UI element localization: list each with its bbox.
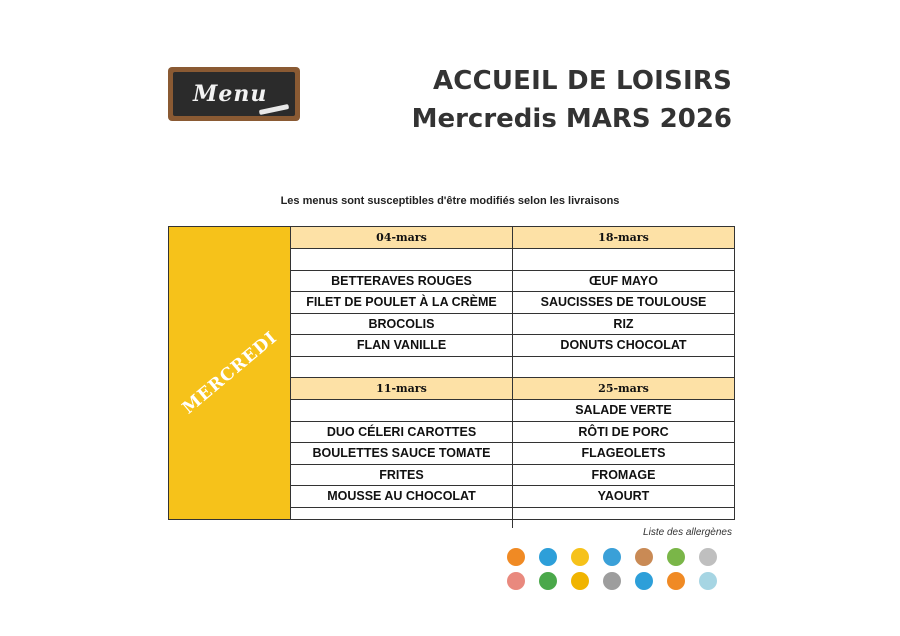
allergen-dot (539, 548, 557, 566)
allergen-icon (663, 572, 689, 590)
allergen-dot (699, 572, 717, 590)
menu-item: RÔTI DE PORC (513, 422, 734, 444)
allergen-dot (667, 548, 685, 566)
allergen-dot (571, 548, 589, 566)
allergen-icon (631, 572, 657, 590)
allergen-icon (503, 548, 529, 566)
menu-item: FILET DE POULET À LA CRÈME (291, 292, 512, 314)
title-line-2: Mercredis MARS 2026 (411, 104, 732, 134)
menu-item (291, 508, 512, 529)
allergen-icon (695, 548, 721, 566)
menu-item (513, 357, 734, 378)
week-date: 11-mars (291, 378, 512, 400)
allergen-icon (695, 572, 721, 590)
allergens-title: Liste des allergènes (643, 527, 732, 538)
menu-item (513, 249, 734, 271)
allergen-dot (635, 572, 653, 590)
menu-item: RIZ (513, 314, 734, 336)
weeks-block-bottom (291, 377, 734, 528)
allergen-icon (535, 572, 561, 590)
menu-item: MOUSSE AU CHOCOLAT (291, 486, 512, 508)
allergen-icon (599, 548, 625, 566)
menu-table (168, 226, 735, 520)
week-date: 25-mars (513, 378, 734, 400)
menu-item: DUO CÉLERI CAROTTES (291, 422, 512, 444)
week-date: 04-mars (291, 227, 512, 249)
menu-item (291, 249, 512, 271)
allergen-icon (535, 548, 561, 566)
allergen-dot (603, 572, 621, 590)
weeks-block-top (291, 227, 734, 377)
allergen-icon (663, 548, 689, 566)
chalkboard (173, 72, 295, 116)
week-column (291, 227, 512, 377)
allergen-dot (539, 572, 557, 590)
allergen-row (503, 572, 743, 590)
menu-item (513, 508, 734, 529)
allergen-dot (635, 548, 653, 566)
menu-item: YAOURT (513, 486, 734, 508)
allergen-icon (631, 548, 657, 566)
menu-item: SAUCISSES DE TOULOUSE (513, 292, 734, 314)
day-column (169, 227, 291, 519)
menu-item: BROCOLIS (291, 314, 512, 336)
allergen-icon (567, 548, 593, 566)
allergen-dot (603, 548, 621, 566)
logo-text: Menu (193, 81, 268, 107)
allergen-dot (571, 572, 589, 590)
allergen-icon (567, 572, 593, 590)
menu-item: BETTERAVES ROUGES (291, 271, 512, 293)
menu-chalkboard-logo (168, 67, 300, 121)
menu-item: BOULETTES SAUCE TOMATE (291, 443, 512, 465)
disclaimer: Les menus sont susceptibles d'être modifiés selon les livraisons (280, 195, 620, 207)
allergen-dot (699, 548, 717, 566)
menu-item: FROMAGE (513, 465, 734, 487)
menu-item (291, 400, 512, 422)
page-title (412, 62, 732, 138)
title-line-1: ACCUEIL DE LOISIRS (432, 66, 732, 96)
menu-item (291, 357, 512, 378)
allergen-dot (507, 572, 525, 590)
week-column (291, 378, 512, 528)
week-column (512, 227, 734, 377)
allergen-row (503, 548, 743, 566)
allergen-icon (599, 572, 625, 590)
allergen-legend (503, 548, 743, 596)
week-date: 18-mars (513, 227, 734, 249)
weeks-grid (291, 227, 734, 519)
menu-item: DONUTS CHOCOLAT (513, 335, 734, 357)
allergen-dot (507, 548, 525, 566)
day-label: MERCREDI (178, 327, 281, 419)
menu-item: FLAGEOLETS (513, 443, 734, 465)
menu-item: FRITES (291, 465, 512, 487)
week-column (512, 378, 734, 528)
menu-item: FLAN VANILLE (291, 335, 512, 357)
allergen-icon (503, 572, 529, 590)
menu-item: SALADE VERTE (513, 400, 734, 422)
allergen-dot (667, 572, 685, 590)
menu-item: ŒUF MAYO (513, 271, 734, 293)
